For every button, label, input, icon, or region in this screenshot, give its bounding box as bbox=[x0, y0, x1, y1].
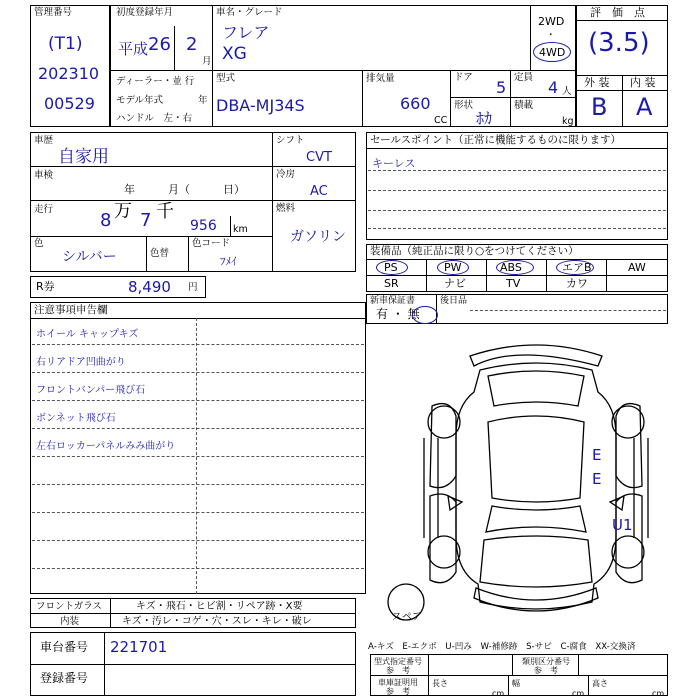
capacity-value: 4 bbox=[548, 78, 559, 97]
warranty-value: 有 ・ 無 bbox=[376, 307, 420, 321]
score-label: 評 価 点 bbox=[590, 6, 645, 19]
interior-grade: A bbox=[636, 93, 653, 121]
displacement-label: 排気量 bbox=[366, 73, 395, 84]
length-label: 長さ bbox=[432, 679, 448, 688]
chassis-label: 車台番号 bbox=[40, 640, 89, 654]
warranty-none-circle bbox=[412, 306, 438, 324]
mgmt-label: 管理番号 bbox=[34, 7, 73, 18]
load-label: 積載 bbox=[514, 100, 534, 111]
length-cm: cm bbox=[492, 689, 505, 698]
note-line: 右リアドア凹曲がり bbox=[36, 357, 126, 368]
dealer-label: ディーラー・並 行 bbox=[116, 76, 195, 87]
damage-mark: U1 bbox=[612, 516, 633, 534]
mileage-rest-value: 956 bbox=[190, 218, 217, 234]
note-line: フロントバンパー飛び石 bbox=[36, 385, 146, 396]
type-cert-ref: 参 考 bbox=[386, 666, 410, 675]
cc-unit: CC bbox=[434, 115, 448, 126]
vehicle-cert-label: 車庫証明用 bbox=[378, 678, 418, 687]
equip-airbag: エアB bbox=[562, 261, 592, 274]
fuel-label: 燃料 bbox=[276, 203, 296, 214]
type-value: DBA-MJ34S bbox=[216, 96, 305, 115]
fuel-value: ガソリン bbox=[290, 229, 346, 245]
notes-label: 注意事項申告欄 bbox=[34, 304, 108, 316]
model-year-label: モデル年式 bbox=[116, 95, 164, 106]
month-unit: 月 bbox=[202, 56, 212, 67]
score-value: (3.5) bbox=[588, 28, 650, 58]
sales-point-item: キーレス bbox=[372, 157, 416, 170]
exterior-label: 外 装 bbox=[584, 76, 610, 89]
km-unit: km bbox=[233, 224, 248, 235]
car-diagram bbox=[366, 326, 668, 626]
mgmt-number-2: 00529 bbox=[44, 94, 95, 113]
width-cm: cm bbox=[572, 689, 585, 698]
mgmt-t: (T1) bbox=[48, 34, 83, 54]
sales-points-label: セールスポイント（正常に機能するものに限ります） bbox=[370, 134, 622, 146]
note-line: ボンネット飛び石 bbox=[36, 413, 116, 424]
equip-aw: AW bbox=[628, 261, 646, 274]
displacement-value: 660 bbox=[400, 94, 431, 113]
shape-label: 形状 bbox=[454, 100, 474, 111]
equip-abs: ABS bbox=[500, 261, 522, 274]
type-label: 型式 bbox=[216, 73, 236, 84]
reg-month: 2 bbox=[186, 34, 198, 55]
color-code-label: 色コード bbox=[192, 238, 231, 249]
shift-value: CVT bbox=[306, 150, 332, 165]
color-label: 色 bbox=[34, 238, 44, 249]
year-unit: 年 bbox=[198, 95, 208, 106]
recycle-box bbox=[30, 276, 206, 298]
equip-ps-circle bbox=[376, 260, 408, 275]
door-label: ドア bbox=[454, 72, 473, 83]
inspection-format: 年 月（ 日） bbox=[124, 183, 245, 196]
man-unit: 万 bbox=[114, 201, 132, 222]
spare-label: スペア bbox=[392, 612, 422, 623]
drive-4wd: 4WD bbox=[539, 46, 566, 59]
car-info-box bbox=[110, 5, 576, 127]
mileage-man-value: 8 bbox=[100, 210, 112, 231]
front-glass-value: キズ・飛石・ヒビ割・リペア跡・X要 bbox=[136, 601, 303, 612]
note-line: ホイール キャップキズ bbox=[36, 329, 139, 340]
class-label: 類別区分番号 bbox=[522, 657, 570, 666]
ac-value: AC bbox=[310, 184, 328, 199]
recycle-label: R券 bbox=[36, 280, 55, 293]
reg-year: 26 bbox=[148, 34, 171, 55]
exterior-grade: B bbox=[591, 93, 608, 121]
color-change-label: 色替 bbox=[150, 248, 170, 259]
drive-2wd: 2WD bbox=[538, 15, 565, 28]
shape-value: ﾎｶ bbox=[476, 109, 493, 128]
equip-leather: カワ bbox=[566, 277, 588, 290]
manual-label: 後日品 bbox=[440, 296, 468, 306]
name-grade-label: 車名・グレード bbox=[216, 7, 283, 18]
door-value: 5 bbox=[496, 78, 507, 97]
equip-airbag-circle bbox=[556, 260, 594, 275]
history-value: 自家用 bbox=[58, 147, 109, 167]
drive-dot: ・ bbox=[546, 30, 556, 41]
vehicle-cert-ref: 参 考 bbox=[386, 687, 410, 696]
capacity-label: 定員 bbox=[514, 72, 534, 83]
equip-pw: PW bbox=[444, 261, 462, 274]
equip-tv: TV bbox=[506, 277, 521, 290]
damage-mark: E bbox=[592, 470, 602, 488]
interior-label: 内 装 bbox=[630, 76, 656, 89]
ac-label: 冷房 bbox=[276, 169, 296, 180]
mgmt-number-1: 202310 bbox=[38, 64, 100, 83]
height-label: 高さ bbox=[592, 679, 608, 688]
car-name: フレア bbox=[222, 23, 270, 42]
history-label: 車歴 bbox=[34, 135, 54, 146]
recycle-value: 8,490 bbox=[128, 278, 171, 296]
shift-label: シフト bbox=[276, 135, 305, 146]
note-line: 左右ロッカーパネルみみ曲がり bbox=[36, 441, 176, 452]
capacity-unit: 人 bbox=[562, 86, 572, 97]
interior-row-label: 内装 bbox=[60, 616, 80, 627]
kg-unit: kg bbox=[562, 116, 574, 127]
chassis-value: 221701 bbox=[110, 638, 168, 656]
class-ref: 参 考 bbox=[534, 666, 558, 675]
interior-row-value: キズ・汚レ・コゲ・穴・スレ・キレ・破レ bbox=[122, 616, 312, 627]
car-grade: XG bbox=[222, 44, 247, 64]
mileage-label: 走行 bbox=[34, 204, 54, 215]
color-code-value: ﾌﾒｲ bbox=[220, 255, 237, 268]
mileage-sen-value: 7 bbox=[140, 210, 152, 231]
drive-4wd-circle bbox=[533, 42, 571, 62]
sen-unit: 千 bbox=[156, 201, 174, 222]
color-value: シルバー bbox=[62, 249, 117, 265]
era: 平成 bbox=[118, 40, 149, 58]
equip-navi: ナビ bbox=[444, 277, 466, 290]
damage-mark: E bbox=[592, 446, 602, 464]
width-label: 幅 bbox=[512, 679, 520, 688]
front-glass-label: フロントガラス bbox=[36, 601, 102, 612]
equip-ps: PS bbox=[384, 261, 398, 274]
handle-label: ハンドル 左・右 bbox=[116, 113, 193, 124]
height-cm: cm bbox=[652, 689, 665, 698]
equip-pw-circle bbox=[437, 260, 469, 275]
reg-number-label: 登録番号 bbox=[40, 671, 89, 685]
recycle-unit: 円 bbox=[188, 282, 198, 293]
inspection-label: 車検 bbox=[34, 170, 54, 181]
equip-sr: SR bbox=[384, 277, 399, 290]
damage-legend: A-キズ E-エクボ U-凹み W-補修跡 S-サビ C-腐食 XX-交換済 bbox=[368, 642, 636, 652]
equipment-label: 装備品（純正品に限り○をつけてください） bbox=[370, 245, 579, 257]
warranty-label: 新車保証書 bbox=[370, 296, 416, 306]
first-reg-label: 初度登録年月 bbox=[116, 7, 174, 18]
type-cert-label: 型式指定番号 bbox=[374, 657, 422, 666]
equip-abs-circle bbox=[496, 260, 534, 275]
